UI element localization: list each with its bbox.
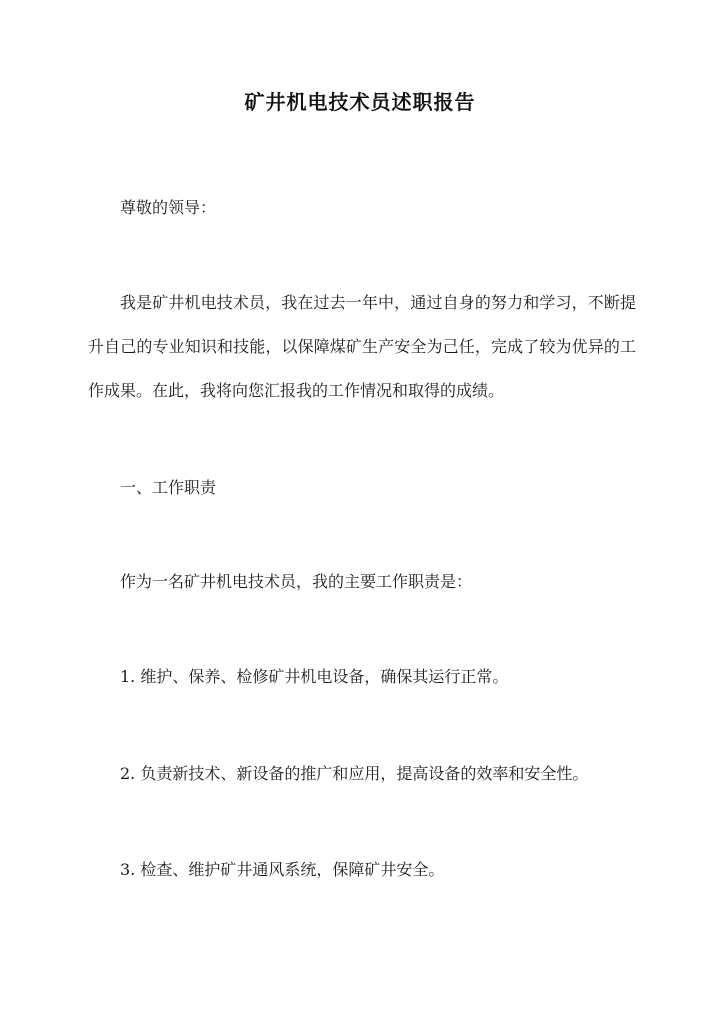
duties-intro-paragraph: 作为一名矿井机电技术员，我的主要工作职责是：: [120, 572, 473, 591]
greeting-paragraph: 尊敬的领导：: [120, 198, 217, 217]
duty-list-item: 1. 维护、保养、检修矿井机电设备，确保其运行正常。: [120, 667, 509, 686]
duty-list-item: 3. 检查、维护矿井通风系统，保障矿井安全。: [120, 860, 445, 879]
intro-paragraph: 我是矿井机电技术员，我在过去一年中，通过自身的努力和学习，不断提升自己的专业知识和技能，以保障煤矿生产安全为己任，完成了较为优异的工作成果。在此，我将向您汇报我的工作情况和取得的成绩。: [88, 293, 636, 400]
duty-list-item: 2. 负责新技术、新设备的推广和应用，提高设备的效率和安全性。: [120, 764, 589, 783]
document-title: 矿井机电技术员述职报告: [244, 90, 476, 114]
section-heading-job-duties: 一、工作职责: [120, 478, 217, 497]
